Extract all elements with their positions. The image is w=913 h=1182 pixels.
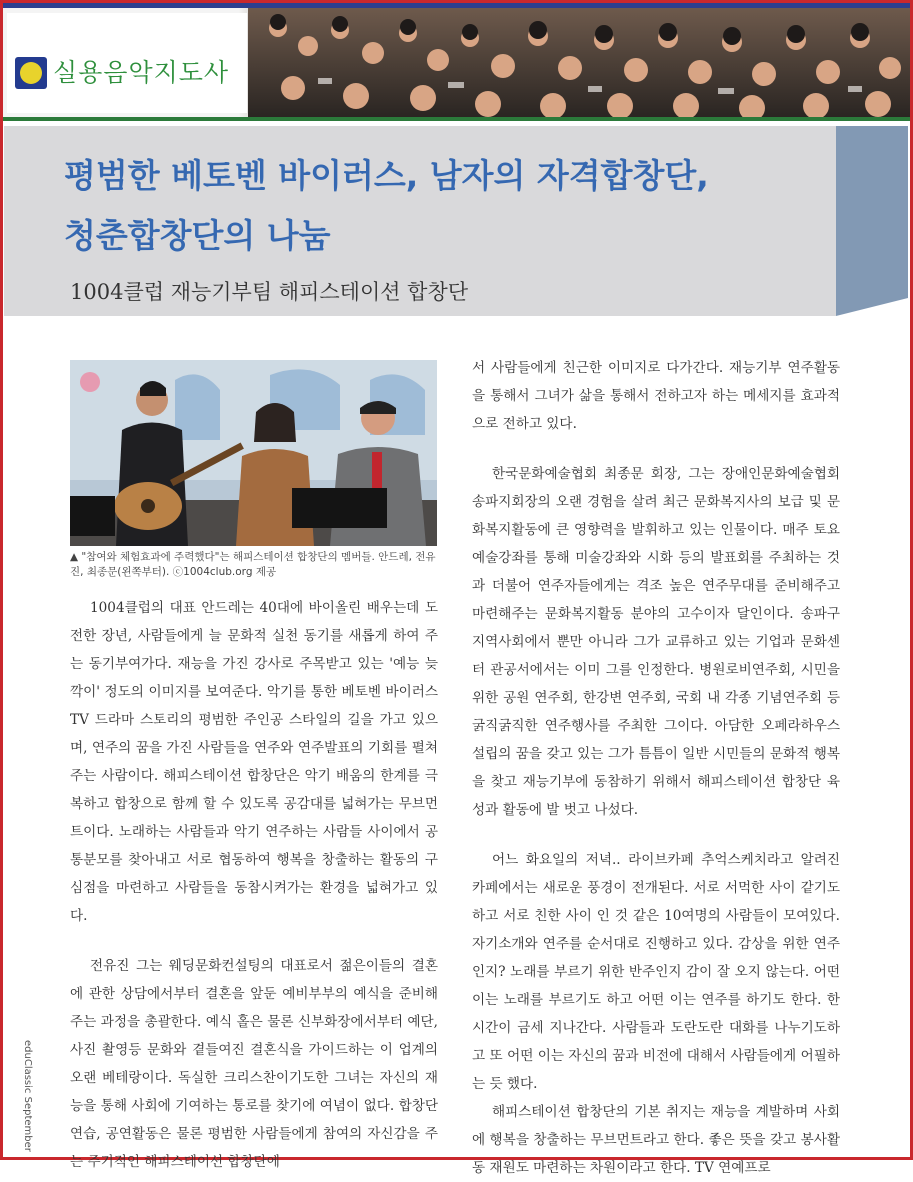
right-column [472, 354, 840, 1182]
title-tab-decoration [836, 126, 908, 316]
right-paragraph-3: 어느 화요일의 저녁.. 라이브카페 추억스케치라고 알려진 카페에서는 새로운 풍경이 전개된다. 서로 서먹한 사이 같기도 하고 서로 친한 사이 인 것 같은 10여명의 사람들이 모여있다. 자기소개와 연주를 순서대로 진행하고 있다. 감상을 위한 연주인지? 노래를 부르기 위한 반주인지 감이 잘 오지 않는다. 어떤 이는 노래를 부르기도 하고 어떤 이는 연주를 하기도 한다. 한 시간이 금세 지나간다. 사람들과 도란도란 대화를 나누기도하고 또 어떤 이는 자신의 꿈과 비전에 대해서 사람들에게 어필하는 듯 했다. [472, 852, 840, 1092]
headline-line-2: 청춘합창단의 나눔 [64, 216, 331, 255]
banner-bottom-bar [3, 117, 910, 121]
left-column [70, 594, 438, 1176]
logo-area [7, 13, 247, 113]
photo-caption: ▲ "참여와 체험효과에 주력했다"는 해피스테이션 합창단의 멤버들. 안드레, 전유진, 최종문(왼쪽부터). ⓒ1004club.org 제공 [70, 551, 436, 578]
logo-text: 실용음악지도사 [53, 58, 230, 87]
crowd-photo [248, 8, 910, 117]
left-paragraph-2: 전유진 그는 웨딩문화컨설팅의 대표로서 젊은이들의 결혼에 관한 상담에서부터 결혼을 앞둔 예비부부의 예식을 준비해주는 과정을 총괄한다. 예식 홀은 물론 신부화장에서부터 예단, 사진 촬영등 문화와 곁들여진 결혼식을 가이드하는 이 업계의 오랜 베테랑이다. 독실한 크리스찬이기도한 그녀는 자신의 재능을 통해 사회에 기여하는 통로를 찾기에 여념이 없다. 합창단연습, 공연활동은 물론 평범한 사람들에게 참여의 자신감을 주는 주기적인 해피스테이션 합창단에 [70, 958, 438, 1170]
right-paragraph-2: 한국문화예술협회 최종문 회장, 그는 장애인문화예술협회 송파지회장의 오랜 경험을 살려 최근 문화복지사의 보급 및 문화복지활동에 큰 영향력을 발휘하고 있는 인물이다. 매주 토요예술강좌를 통해 미술강좌와 시화 등의 발표회를 주최하는 것과 더불어 연주자들에게는 격조 높은 연주무대를 준비해주고 마련해주는 문화복지활동 분야의 고수이자 달인이다. 송파구 지역사회에서 뿐만 아니라 그가 교류하고 있는 기업과 문화센터 관공서에서는 이미 그를 인정한다. 병원로비연주회, 시민을 위한 공원 연주회, 한강변 연주회, 국회 내 각종 기념연주회 등 굵직굵직한 연주행사를 주최한 그이다. 아담한 오페라하우스 설립의 꿈을 갖고 있는 그가 틈틈이 일반 시민들의 문화적 행복을 찾고 재능기부에 동참하기 위해서 해피스테이션 합창단 육성과 활동에 발 벗고 나섰다. [472, 466, 840, 818]
headline-line-1: 평범한 베토벤 바이러스, 남자의 자격합창단, [64, 156, 709, 195]
left-paragraph-1: 1004클럽의 대표 안드레는 40대에 바이올린 배우는데 도전한 장년, 사람들에게 늘 문화적 실천 동기를 새롭게 하여 주는 동기부여가다. 재능을 가진 강사로 주목받고 있는 '예능 늦깍이' 정도의 이미지를 보여준다. 악기를 통한 베토벤 바이러스 TV 드라마 스토리의 평범한 주인공 스타일의 길을 가고 있으며, 연주의 꿈을 가진 사람들을 연주와 연주발표의 기회를 펼쳐주는 사람이다. 해피스테이션 합창단은 악기 배움의 한계를 극복하고 합창으로 함께 할 수 있도록 공감대를 넓혀가는 무브먼트이다. 노래하는 사람들과 악기 연주하는 사람들 사이에서 공통분모를 찾아내고 서로 협동하여 행복을 창출하는 활동의 구심점을 마련하고 사람들을 동참시켜가는 환경을 넓혀가고 있다. [70, 600, 438, 924]
logo-emblem-icon [15, 57, 47, 89]
article-photo [70, 360, 437, 546]
right-paragraph-4: 해피스테이션 합창단의 기본 취지는 재능을 계발하며 사회에 행복을 창출하는 무브먼트라고 한다. 좋은 뜻을 갖고 봉사활동 재원도 마련하는 차원이라고 한다. TV 연예프로 [472, 1104, 840, 1176]
article-subtitle: 1004클럽 재능기부팀 해피스테이션 합창단 [70, 280, 469, 304]
header-banner [3, 3, 910, 121]
side-publication-label: eduClassic September [22, 1040, 33, 1152]
article-headline [64, 146, 834, 266]
right-paragraph-1: 서 사람들에게 친근한 이미지로 다가간다. 재능기부 연주활동을 통해서 그녀가 삶을 통해서 전하고자 하는 메세지를 효과적으로 전하고 있다. [472, 360, 840, 432]
